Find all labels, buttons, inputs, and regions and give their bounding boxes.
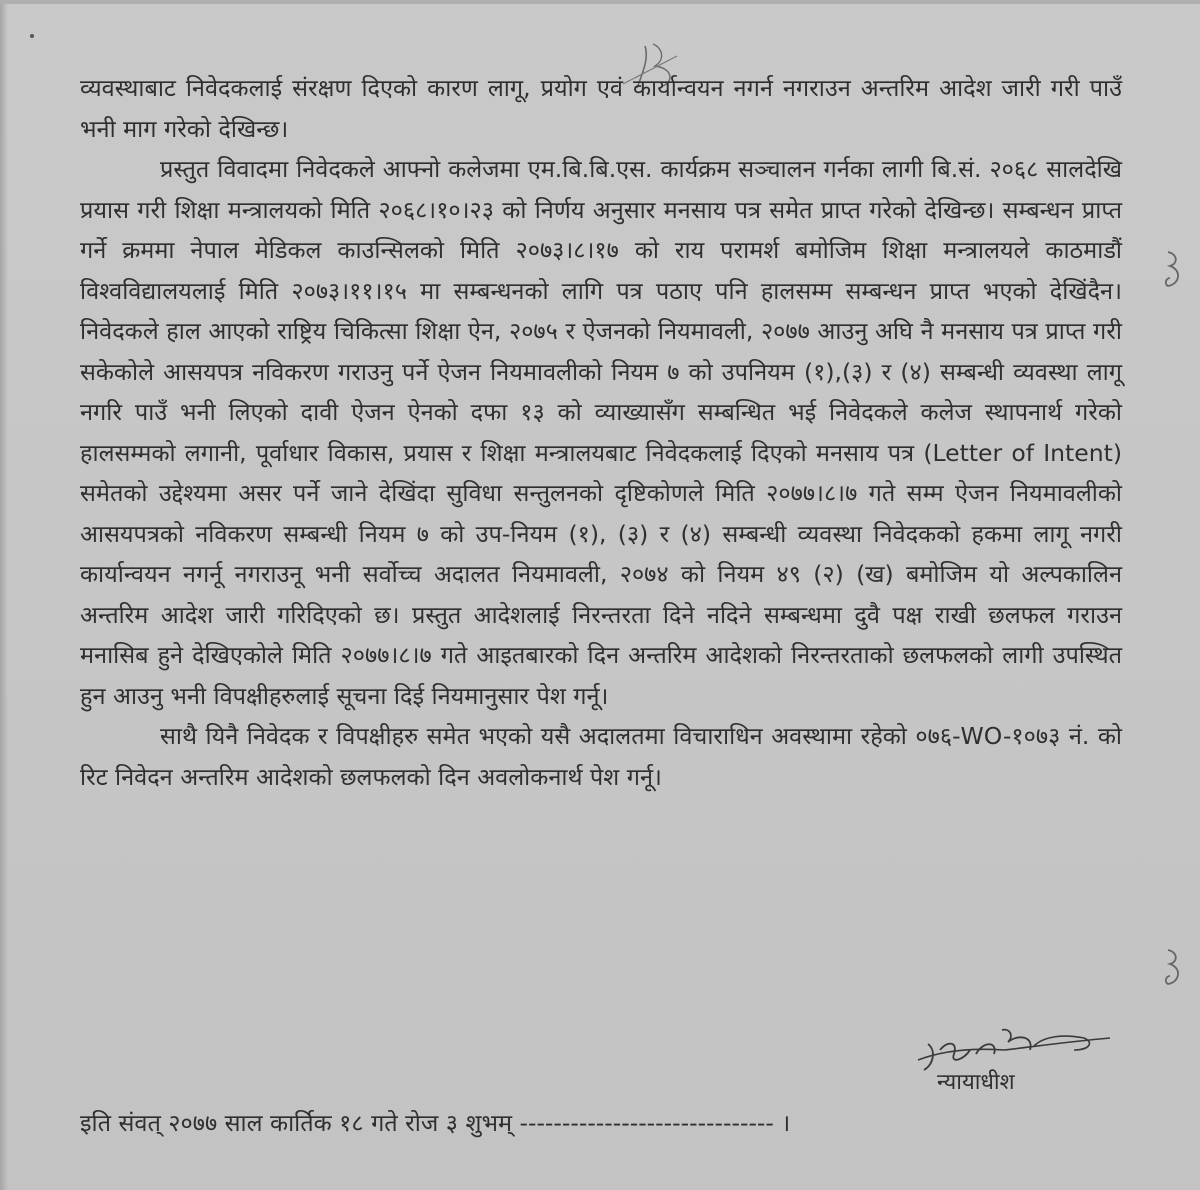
paragraph-3: साथै यिनै निवेदक र विपक्षीहरु समेत भएको यसै अदालतमा विचाराधिन अवस्थामा रहेको ०७६-WO-१०७३ नं. को रिट निवेदन अन्तरिम आदेशको छलफलको दिन अवलोकनार्थ पेश गर्नू।: [80, 722, 1122, 791]
scan-speck: [30, 34, 34, 38]
paragraph-2: प्रस्तुत विवादमा निवेदकले आफ्नो कलेजमा एम.बि.बि.एस. कार्यक्रम सञ्चालन गर्नका लागी बि.सं. २०६८ सालदेखि प्रयास गरी शिक्षा मन्त्रालयको मिति २०६८।१०।२३ को निर्णय अनुसार मनसाय पत्र समेत प्राप्त गरेको देखिन्छ। सम्बन्धन प्राप्त गर्ने क्रममा नेपाल मेडिकल काउन्सिलको मिति २०७३।८।१७ को राय परामर्श बमोजिम शिक्षा मन्त्रालयले काठमाडौं विश्वविद्यालयलाई मिति २०७३।११।१५ मा सम्बन्धनको लागि पत्र पठाए पनि हालसम्म सम्बन्धन प्राप्त भएको देखिंदैन। निवेदकले हाल आएको राष्ट्रिय चिकित्सा शिक्षा ऐन, २०७५ र ऐजनको नियमावली, २०७७ आउनु अघि नै मनसाय पत्र प्राप्त गरी सकेकोले आसयपत्र नविकरण गराउनु पर्ने ऐजन नियमावलीको नियम ७ को उपनियम (१),(३) र (४) सम्बन्धी व्यवस्था लागू नगरि पाउँ भनी लिएको दावी ऐजन ऐनको दफा १३ को व्याख्यासँग सम्बन्धित भई निवेदकले कलेज स्थापनार्थ गरेको हालसम्मको लगानी, पूर्वाधार विकास, प्रयास र शिक्षा मन्त्रालयबाट निवेदकलाई दिएको मनसाय पत्र (Letter of Intent) समेतको उद्देश्यमा असर पर्ने जाने देखिंदा सुविधा सन्तुलनको दृष्टिकोणले मिति २०७७।८।७ गते सम्म ऐजन नियमावलीको आसयपत्रको नविकरण सम्बन्धी नियम ७ को उप-नियम (१), (३) र (४) सम्बन्धी व्यवस्था निवेदकको हकमा लागू नगरी कार्यान्वयन नगर्नू नगराउनू भनी सर्वोच्च अदालत नियमावली, २०७४ को नियम ४९ (२) (ख) बमोजिम यो अल्पकालिन अन्तरिम आदेश जारी गरिदिएको छ। प्रस्तुत आदेशलाई निरन्तरता दिने नदिने सम्बन्धमा दुवै पक्ष राखी छलफल गराउन मनासिब हुने देखिएकोले मिति २०७७।८।७ गते आइतबारको दिन अन्तरिम आदेशको निरन्तरताको छलफलको लागी उपस्थित हुन आउनु भनी विपक्षीहरुलाई सूचना दिई नियमानुसार पेश गर्नू।: [80, 155, 1122, 710]
scan-top-border: [0, 0, 1200, 4]
paragraph-1: व्यवस्थाबाट निवेदकलाई संरक्षण दिएको कारण लागू, प्रयोग एवं कार्यान्वयन नगर्न नगराउन अन्तरिम आदेश जारी गरी पाउँ भनी माग गरेको देखिन्छ।: [80, 74, 1122, 143]
order-body-text: [80, 68, 1122, 797]
date-line: इति संवत् २०७७ साल कार्तिक १८ गते रोज ३ शुभम् ------------------------------ ।: [80, 1109, 791, 1137]
scan-edge-shadow: [0, 0, 8, 1190]
judge-title: न्यायाधीश: [937, 1070, 1015, 1095]
margin-mark-icon: [1160, 248, 1186, 292]
margin-mark-icon: [1160, 946, 1186, 990]
